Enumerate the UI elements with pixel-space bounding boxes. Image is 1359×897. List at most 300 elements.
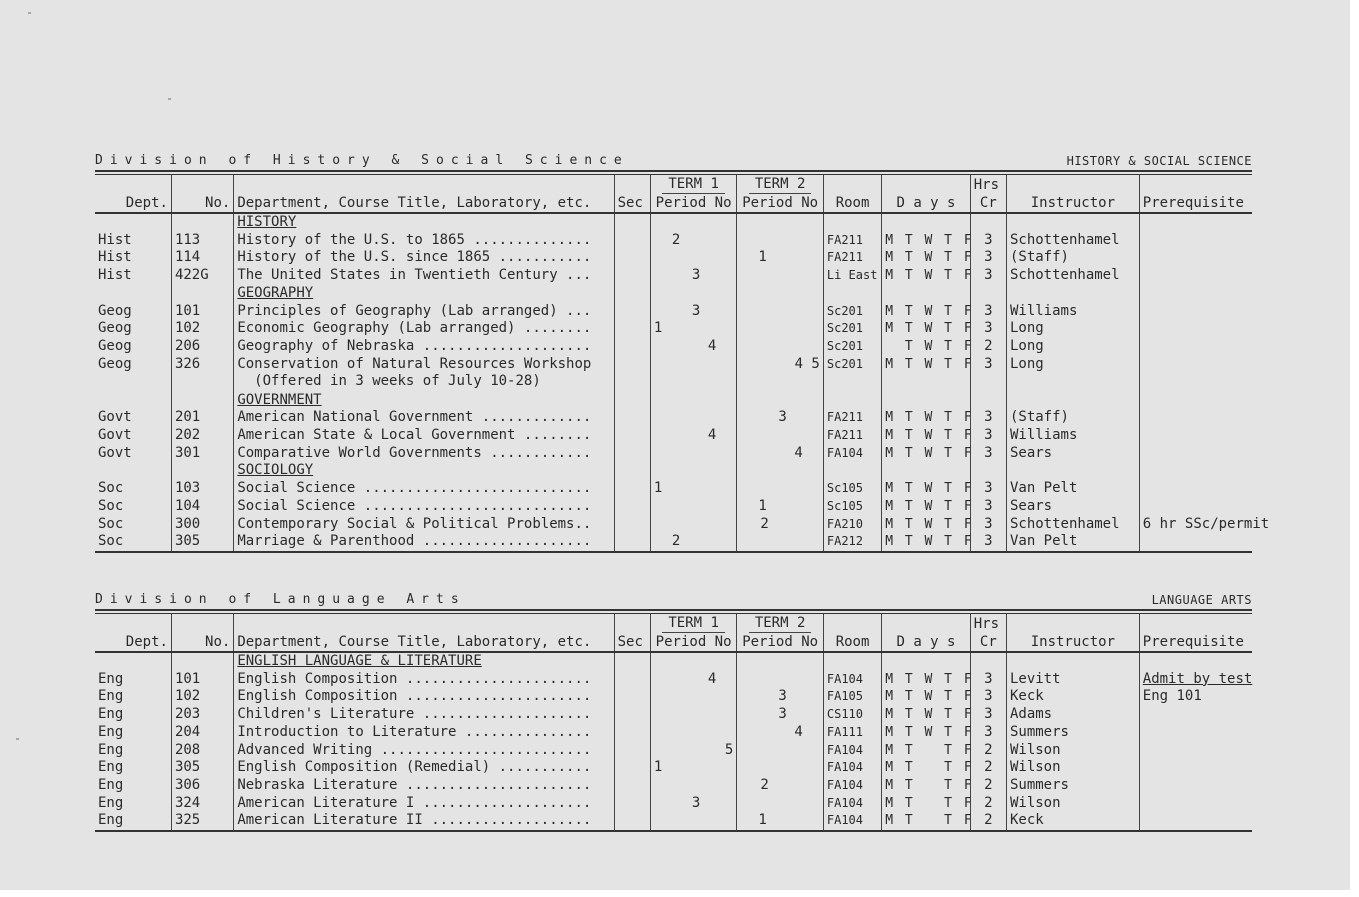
- course-row: [95, 706, 1252, 724]
- term1-period-value: 3: [691, 302, 701, 319]
- section-row: [95, 392, 1252, 410]
- course-title: [234, 706, 614, 724]
- course-days: M T W T F: [882, 303, 971, 321]
- course-number: 300: [171, 516, 233, 534]
- course-title: [234, 498, 614, 516]
- course-credits: 2: [970, 338, 1006, 356]
- course-dept: Hist: [98, 249, 132, 266]
- term1-period: [650, 498, 737, 516]
- course-room: FA212: [823, 533, 881, 552]
- section-cell: [970, 392, 1006, 410]
- course-prerequisite: [1139, 812, 1252, 831]
- course-number: 203: [171, 706, 233, 724]
- course-title-line: American National Government .............: [237, 409, 592, 426]
- course-number: 324: [171, 795, 233, 813]
- term2-period: [737, 445, 824, 463]
- term1-period-value: 1: [653, 480, 663, 497]
- term2-period: [737, 498, 824, 516]
- term1-period-value: 5: [724, 741, 734, 758]
- course-dept: Hist: [98, 267, 132, 284]
- course-section: [614, 759, 650, 777]
- course-prerequisite: [1139, 303, 1252, 321]
- course-title: [234, 688, 614, 706]
- course-instructor: Williams: [1006, 303, 1139, 321]
- scan-speck: [16, 738, 19, 740]
- course-section: [614, 706, 650, 724]
- title-header: Department, Course Title, Laboratory, etc.: [234, 194, 614, 213]
- section-cell: [650, 462, 737, 480]
- section-cell: [1139, 392, 1252, 410]
- term1-period: [650, 338, 737, 356]
- room-header-spacer: [823, 614, 881, 633]
- term1-period: [650, 516, 737, 534]
- course-title: [234, 480, 614, 498]
- scan-speck: [168, 98, 171, 100]
- term2-period: [737, 742, 824, 760]
- term1-period-value: 3: [691, 794, 701, 811]
- term1-period: [650, 480, 737, 498]
- section-heading: [234, 213, 614, 232]
- course-prerequisite: [1139, 356, 1252, 392]
- term1-period-value: 2: [671, 231, 681, 248]
- sec-header: Sec: [614, 194, 650, 213]
- course-days: M T T F: [882, 812, 971, 831]
- course-title: [234, 671, 614, 689]
- course-number: 102: [171, 688, 233, 706]
- section-heading: [234, 285, 614, 303]
- course-credits: 2: [970, 742, 1006, 760]
- course-instructor: Schottenhamel: [1006, 516, 1139, 534]
- sec-header-spacer: [614, 175, 650, 194]
- section-cell: [95, 285, 171, 303]
- room-header-spacer: [823, 175, 881, 194]
- course-room: FA104: [823, 812, 881, 831]
- term1-period: [650, 533, 737, 552]
- term1-header: [650, 175, 737, 194]
- course-number: 104: [171, 498, 233, 516]
- course-days: M T W T F: [882, 706, 971, 724]
- course-number: 325: [171, 812, 233, 831]
- header-row-top: [95, 175, 1252, 194]
- course-title-note: (Offered in 3 weeks of July 10-28): [237, 373, 541, 390]
- term2-period: [737, 409, 824, 427]
- course-instructor: Summers: [1006, 777, 1139, 795]
- term1-label: TERM 1: [662, 175, 725, 194]
- section-cell: [614, 392, 650, 410]
- course-prerequisite: [1139, 445, 1252, 463]
- course-title: [234, 338, 614, 356]
- section-title: HISTORY: [237, 214, 297, 230]
- term1-period-value: 4: [707, 337, 717, 354]
- section-cell: [171, 652, 233, 671]
- course-title-line: Advanced Writing .........................: [237, 741, 592, 758]
- section-cell: [1006, 392, 1139, 410]
- division-header: [95, 148, 1252, 170]
- section-cell: [614, 462, 650, 480]
- course-dept: Hist: [98, 231, 132, 248]
- term1-period: [650, 356, 737, 392]
- term2-period: [737, 812, 824, 831]
- section-cell: [650, 213, 737, 232]
- term2-period: [737, 706, 824, 724]
- course-row: [95, 267, 1252, 285]
- course-number: 101: [171, 671, 233, 689]
- section-cell: [823, 285, 881, 303]
- course-days: M T W T F: [882, 427, 971, 445]
- course-number: 306: [171, 777, 233, 795]
- course-room: FA210: [823, 516, 881, 534]
- course-row: [95, 516, 1252, 534]
- course-dept: Eng: [98, 776, 124, 793]
- course-title-line: American State & Local Government ........: [237, 427, 592, 444]
- term1-period: [650, 742, 737, 760]
- term2-period-value: 1: [758, 812, 767, 829]
- course-room: FA105: [823, 688, 881, 706]
- course-dept: Soc: [98, 480, 124, 497]
- course-title: [234, 777, 614, 795]
- course-room: FA104: [823, 445, 881, 463]
- term2-period-value: 4: [794, 723, 803, 740]
- course-row: [95, 249, 1252, 267]
- course-title: [234, 232, 614, 250]
- title-header: Department, Course Title, Laboratory, etc.: [234, 633, 614, 652]
- course-days: M T W T F: [882, 516, 971, 534]
- course-days: M T T F: [882, 795, 971, 813]
- course-prerequisite: [1139, 338, 1252, 356]
- course-credits: 3: [970, 706, 1006, 724]
- course-title-line: Social Science ...........................: [237, 497, 592, 514]
- course-section: [614, 777, 650, 795]
- term1-period-value: 3: [691, 267, 701, 284]
- course-title-line: Contemporary Social & Political Problems..: [237, 515, 592, 532]
- course-dept: Govt: [98, 427, 132, 444]
- course-days: M T W T F: [882, 267, 971, 285]
- section-cell: [737, 392, 824, 410]
- section-cell: [95, 392, 171, 410]
- course-dept: Eng: [98, 688, 124, 705]
- header-row: [95, 194, 1252, 213]
- section-cell: [650, 285, 737, 303]
- section-heading: [234, 462, 614, 480]
- term2-label: TERM 2: [749, 614, 812, 633]
- term2-period: [737, 320, 824, 338]
- term2-period: [737, 777, 824, 795]
- course-credits: 3: [970, 724, 1006, 742]
- term1-period: [650, 795, 737, 813]
- course-prerequisite: [1139, 533, 1252, 552]
- course-prerequisite: 6 hr SSc/permit: [1139, 516, 1252, 534]
- course-instructor: Schottenhamel: [1006, 267, 1139, 285]
- term2-period: [737, 759, 824, 777]
- course-title: [234, 742, 614, 760]
- section-cell: [882, 652, 971, 671]
- section-cell: [970, 652, 1006, 671]
- course-number: 114: [171, 249, 233, 267]
- term1-period: [650, 812, 737, 831]
- course-dept: Soc: [98, 515, 124, 532]
- course-room: Li East: [823, 267, 881, 285]
- section-cell: [737, 462, 824, 480]
- course-instructor: Keck: [1006, 812, 1139, 831]
- term1-period-value: 2: [671, 533, 681, 550]
- term1-period-header: Period No: [650, 633, 737, 652]
- term1-header: [650, 614, 737, 633]
- no-header-spacer: [171, 614, 233, 633]
- days-header: D a y s: [882, 194, 971, 213]
- course-days: M T T F: [882, 759, 971, 777]
- term1-period: [650, 320, 737, 338]
- section-cell: [970, 462, 1006, 480]
- room-header: Room: [823, 633, 881, 652]
- course-prerequisite: [1139, 320, 1252, 338]
- section-cell: [171, 392, 233, 410]
- section-cell: [882, 392, 971, 410]
- section-cell: [614, 285, 650, 303]
- course-number: 201: [171, 409, 233, 427]
- course-room: FA104: [823, 742, 881, 760]
- course-days: T W T F: [882, 338, 971, 356]
- course-dept: Geog: [98, 355, 132, 372]
- prereq-header: Prerequisite: [1139, 633, 1252, 652]
- prereq-header-spacer: [1139, 175, 1252, 194]
- term1-period: [650, 671, 737, 689]
- course-room: Sc201: [823, 338, 881, 356]
- course-title: [234, 445, 614, 463]
- course-title-line: Social Science ...........................: [237, 480, 592, 497]
- course-section: [614, 688, 650, 706]
- course-row: [95, 320, 1252, 338]
- term1-period-value: 4: [707, 670, 717, 687]
- course-room: FA104: [823, 671, 881, 689]
- section-cell: [823, 652, 881, 671]
- course-row: [95, 671, 1252, 689]
- course-instructor: Schottenhamel: [1006, 232, 1139, 250]
- course-instructor: Keck: [1006, 688, 1139, 706]
- title-header-spacer: [234, 614, 614, 633]
- course-section: [614, 409, 650, 427]
- course-section: [614, 533, 650, 552]
- term2-period: [737, 516, 824, 534]
- section-cell: [614, 652, 650, 671]
- course-title-line: Comparative World Governments ............: [237, 444, 592, 461]
- course-prerequisite: [1139, 759, 1252, 777]
- course-prerequisite: [1139, 706, 1252, 724]
- course-days: M T W T F: [882, 724, 971, 742]
- term2-period: [737, 724, 824, 742]
- course-row: [95, 409, 1252, 427]
- prereq-header-spacer: [1139, 614, 1252, 633]
- course-title-line: Children's Literature ....................: [237, 706, 592, 723]
- section-title: GOVERNMENT: [237, 391, 322, 408]
- term2-period-value: 2: [760, 776, 769, 793]
- course-room: CS110: [823, 706, 881, 724]
- section-cell: [171, 462, 233, 480]
- course-room: FA111: [823, 724, 881, 742]
- cr-header: Cr: [970, 633, 1006, 652]
- course-dept: Geog: [98, 320, 132, 337]
- section-cell: [650, 392, 737, 410]
- section-cell: [823, 213, 881, 232]
- course-instructor: Van Pelt: [1006, 533, 1139, 552]
- division-language-arts: [95, 587, 1252, 832]
- course-instructor: Van Pelt: [1006, 480, 1139, 498]
- course-number: 305: [171, 759, 233, 777]
- term1-period: [650, 706, 737, 724]
- course-section: [614, 303, 650, 321]
- section-row: [95, 652, 1252, 671]
- header-row-top: [95, 614, 1252, 633]
- term2-period-value: 1: [758, 249, 767, 266]
- course-title-line: Economic Geography (Lab arranged) ........: [237, 320, 592, 337]
- days-header-spacer: [882, 614, 971, 633]
- header-row: [95, 633, 1252, 652]
- course-room: FA104: [823, 777, 881, 795]
- course-credits: 3: [970, 303, 1006, 321]
- term2-header: [737, 614, 824, 633]
- term1-period: [650, 759, 737, 777]
- term2-period: [737, 232, 824, 250]
- course-instructor: Wilson: [1006, 759, 1139, 777]
- course-title: [234, 427, 614, 445]
- course-title: [234, 533, 614, 552]
- section-heading: [234, 392, 614, 410]
- course-number: 103: [171, 480, 233, 498]
- course-title: [234, 409, 614, 427]
- course-room: Sc105: [823, 498, 881, 516]
- course-instructor: Levitt: [1006, 671, 1139, 689]
- course-section: [614, 812, 650, 831]
- course-dept: Eng: [98, 759, 124, 776]
- division-title: Division of Language Arts: [95, 592, 466, 607]
- term2-period-value: 3: [778, 409, 787, 426]
- course-credits: 3: [970, 480, 1006, 498]
- course-credits: 2: [970, 759, 1006, 777]
- term1-period: [650, 232, 737, 250]
- course-section: [614, 742, 650, 760]
- course-title: [234, 812, 614, 831]
- term1-period: [650, 267, 737, 285]
- term2-period: [737, 249, 824, 267]
- section-cell: [737, 213, 824, 232]
- term2-period-value: 2: [760, 515, 769, 532]
- term2-period: [737, 356, 824, 392]
- hrs-header: Hrs: [970, 175, 1006, 194]
- course-credits: 3: [970, 533, 1006, 552]
- term2-period: [737, 267, 824, 285]
- course-number: 102: [171, 320, 233, 338]
- course-credits: 3: [970, 409, 1006, 427]
- course-number: 202: [171, 427, 233, 445]
- course-number: 204: [171, 724, 233, 742]
- term2-period: [737, 480, 824, 498]
- course-number: 305: [171, 533, 233, 552]
- section-row: [95, 462, 1252, 480]
- section-cell: [95, 462, 171, 480]
- course-row: [95, 742, 1252, 760]
- course-credits: 2: [970, 777, 1006, 795]
- course-title: [234, 795, 614, 813]
- course-row: [95, 795, 1252, 813]
- term1-period-header: Period No: [650, 194, 737, 213]
- course-days: M T W T F: [882, 671, 971, 689]
- section-title: GEOGRAPHY: [237, 284, 314, 301]
- course-days: M T T F: [882, 742, 971, 760]
- course-table: [95, 614, 1252, 832]
- section-cell: [823, 462, 881, 480]
- course-section: [614, 671, 650, 689]
- course-prerequisite: [1139, 232, 1252, 250]
- course-days: M T T F: [882, 777, 971, 795]
- course-days: M T W T F: [882, 409, 971, 427]
- course-instructor: Sears: [1006, 445, 1139, 463]
- no-header-spacer: [171, 175, 233, 194]
- term1-period-value: 1: [653, 320, 663, 337]
- course-title-line: History of the U.S. to 1865 ..............: [237, 231, 592, 248]
- term1-period: [650, 688, 737, 706]
- scan-speck: [28, 12, 31, 14]
- course-title-line: American Literature I ....................: [237, 794, 592, 811]
- course-dept: Govt: [98, 444, 132, 461]
- term1-period-value: 4: [707, 427, 717, 444]
- term2-period: [737, 688, 824, 706]
- course-dept: Eng: [98, 706, 124, 723]
- section-cell: [614, 213, 650, 232]
- section-cell: [882, 285, 971, 303]
- course-number: 208: [171, 742, 233, 760]
- course-number: 113: [171, 232, 233, 250]
- course-prerequisite: [1139, 409, 1252, 427]
- course-number: 326: [171, 356, 233, 392]
- course-section: [614, 356, 650, 392]
- dept-header: Dept.: [95, 633, 171, 652]
- course-section: [614, 267, 650, 285]
- term2-period: [737, 427, 824, 445]
- section-title: ENGLISH LANGUAGE & LITERATURE: [237, 653, 482, 669]
- course-room: FA211: [823, 249, 881, 267]
- term2-period-value: 3: [778, 706, 787, 723]
- course-number: 422G: [171, 267, 233, 285]
- section-cell: [1006, 462, 1139, 480]
- course-room: FA104: [823, 795, 881, 813]
- course-room: FA211: [823, 232, 881, 250]
- term2-period-value: 4 5: [794, 355, 820, 372]
- division-header: [95, 587, 1252, 609]
- term2-period: [737, 533, 824, 552]
- course-dept: Eng: [95, 812, 171, 831]
- course-credits: 3: [970, 356, 1006, 392]
- course-row: [95, 759, 1252, 777]
- course-title-line: Principles of Geography (Lab arranged) ...: [237, 302, 592, 319]
- course-table: [95, 175, 1270, 553]
- section-row: [95, 213, 1252, 232]
- course-title-line: History of the U.S. since 1865 ...........: [237, 249, 592, 266]
- course-days: M T W T F: [882, 445, 971, 463]
- course-credits: 3: [970, 249, 1006, 267]
- course-title-line: American Literature II ...................: [237, 812, 592, 829]
- course-instructor: Sears: [1006, 498, 1139, 516]
- course-section: [614, 795, 650, 813]
- course-days: M T W T F: [882, 232, 971, 250]
- course-prerequisite: [1139, 724, 1252, 742]
- course-days: M T W T F: [882, 320, 971, 338]
- course-section: [614, 498, 650, 516]
- section-cell: [171, 285, 233, 303]
- course-instructor: (Staff): [1006, 409, 1139, 427]
- term1-period: [650, 249, 737, 267]
- term2-label: TERM 2: [749, 175, 812, 194]
- course-days: M T W T F: [882, 533, 971, 552]
- term1-period: [650, 409, 737, 427]
